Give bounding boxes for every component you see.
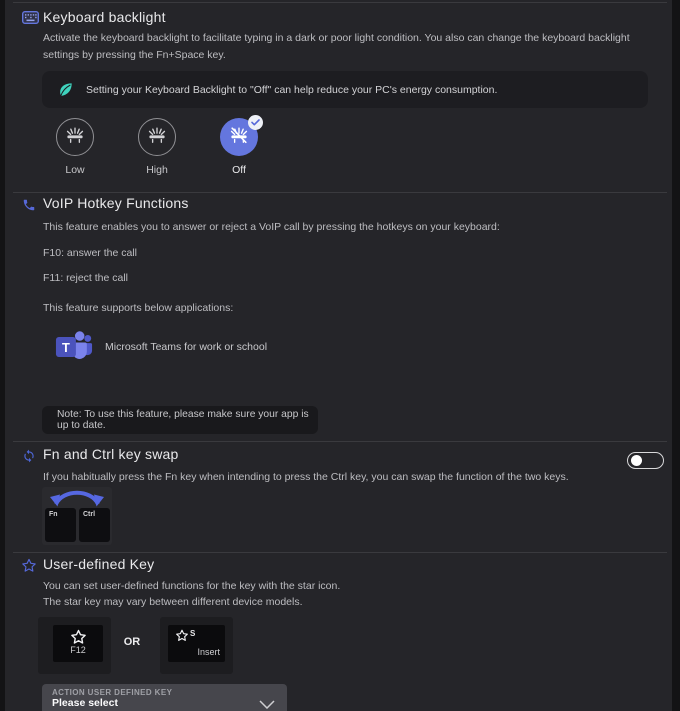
toggle-knob xyxy=(631,455,642,466)
voip-hotkey-f10: F10: answer the call xyxy=(43,247,137,259)
fn-key-illustration: Fn xyxy=(45,508,76,542)
section-title: Fn and Ctrl key swap xyxy=(43,446,179,462)
section-description: Activate the keyboard backlight to facilitate typing in a dark or poor light condition. You also can change the keyboard backlight settings by pressing the Fn+Space key. xyxy=(43,32,630,61)
udk-description-2: The star key may vary between different device models. xyxy=(43,596,303,608)
voip-note-text: Note: To use this feature, please make sure your app is up to date. xyxy=(57,409,309,431)
section-title: VoIP Hotkey Functions xyxy=(43,195,189,211)
svg-text:T: T xyxy=(62,340,70,356)
divider xyxy=(13,192,667,193)
microsoft-teams-icon xyxy=(55,328,93,370)
phone-icon xyxy=(22,198,36,217)
selected-check-badge xyxy=(248,115,263,130)
star-icon xyxy=(21,558,37,578)
backlight-high-label: High xyxy=(146,164,168,176)
chevron-down-icon xyxy=(259,696,275,711)
fn-ctrl-illustration xyxy=(42,487,112,545)
f12-key-illustration xyxy=(53,625,103,662)
voip-supports-label: This feature supports below applications: xyxy=(43,302,234,314)
voip-note-box xyxy=(42,406,318,434)
section-title: Keyboard backlight xyxy=(43,9,166,25)
backlight-off-circle[interactable] xyxy=(220,118,258,156)
dropdown-label: ACTION USER DEFINED KEY xyxy=(52,688,173,697)
voip-description: This feature enables you to answer or reject a VoIP call by pressing the hotkeys on your keyboard: xyxy=(43,221,500,233)
backlight-low-icon xyxy=(64,125,86,150)
keyboard-icon xyxy=(22,11,39,29)
energy-tip-box xyxy=(42,71,648,108)
star-key-f12-tile xyxy=(38,617,111,674)
energy-tip-text: Setting your Keyboard Backlight to "Off" can help reduce your PC's energy consumption. xyxy=(86,83,498,96)
leaf-icon xyxy=(58,82,73,97)
ctrl-key-illustration: Ctrl xyxy=(79,508,110,542)
backlight-off-icon xyxy=(228,125,250,150)
insert-key-illustration xyxy=(168,625,225,662)
section-title: User-defined Key xyxy=(43,556,155,572)
fn-ctrl-swap-toggle[interactable] xyxy=(627,452,664,469)
backlight-option-high[interactable] xyxy=(137,118,177,176)
action-user-defined-key-dropdown[interactable] xyxy=(42,684,287,711)
divider xyxy=(13,552,667,553)
backlight-low-circle[interactable] xyxy=(56,118,94,156)
divider xyxy=(13,2,667,3)
or-label: OR xyxy=(123,636,141,648)
backlight-high-circle[interactable] xyxy=(138,118,176,156)
voip-hotkey-f11: F11: reject the call xyxy=(43,272,129,284)
swap-description: If you habitually press the Fn key when intending to press the Ctrl key, you can swap the function of the two keys. xyxy=(43,471,569,483)
backlight-option-low[interactable] xyxy=(55,118,95,176)
divider xyxy=(13,441,667,442)
star-key-letter: S xyxy=(190,629,196,638)
left-edge xyxy=(0,0,5,711)
dropdown-selected-value: Please select xyxy=(52,697,118,709)
udk-description-1: You can set user-defined functions for the key with the star icon. xyxy=(43,580,341,592)
star-key-insert-tile xyxy=(160,617,233,674)
insert-key-label: Insert xyxy=(197,647,220,657)
star-s-glyph xyxy=(175,629,195,642)
backlight-option-off[interactable] xyxy=(219,118,259,176)
backlight-low-label: Low xyxy=(65,164,85,176)
backlight-off-label: Off xyxy=(232,164,246,176)
microsoft-teams-label: Microsoft Teams for work or school xyxy=(105,341,268,353)
star-key-glyph xyxy=(70,629,87,645)
backlight-high-icon xyxy=(146,125,168,150)
right-gutter[interactable] xyxy=(672,0,680,711)
swap-sync-icon xyxy=(22,449,36,468)
f12-key-label: F12 xyxy=(70,645,86,655)
